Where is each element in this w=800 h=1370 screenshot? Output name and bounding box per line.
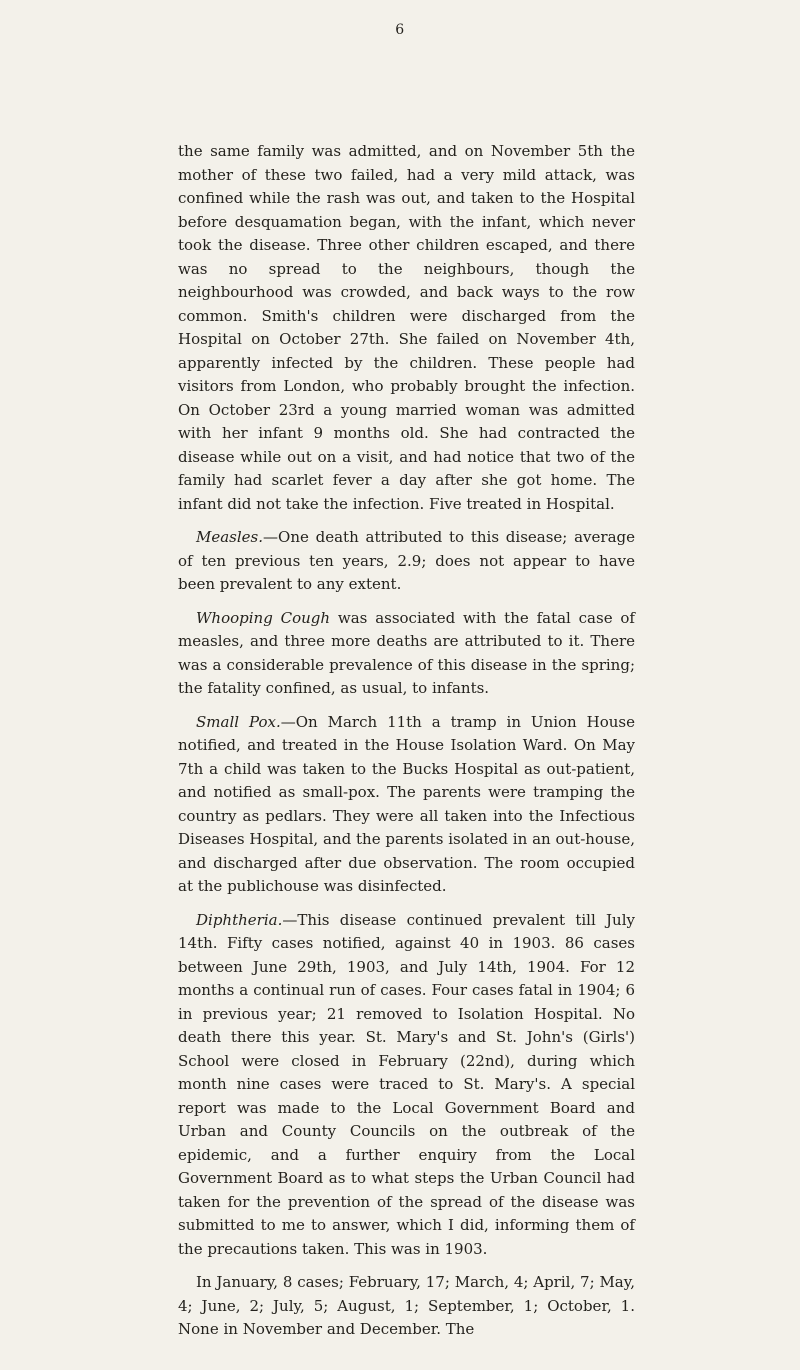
paragraph-scarlet-fever-continued bbox=[178, 140, 635, 516]
paragraph-text: —This disease continued prevalent till July 14th. Fifty cases notified, against 40 in 1903. 86 cases between June 29th, 1903, and July 14th, 1904. For 12 months a continual run of cases. Four cases fatal in 1904; 6 in previous year; 21 removed to Isolation Hospital. No death there this year. St. Mary's and St. John's (Girls') School were closed in February (22nd), during which month nine cases were traced to St. Mary's. A special report was made to the Local Government Board and Urban and County Councils on the outbreak of the epidemic, and a further enquiry from the Local Government Board as to what steps the Urban Council had taken for the prevention of the spread of the disease was submitted to me to answer, which I did, informing them of the precautions taken. This was in 1903. bbox=[178, 910, 635, 1258]
paragraph-text: —On March 11th a tramp in Union House notified, and treated in the House Isolation Ward. On May 7th a child was taken to the Bucks Hospital as out-patient, and notified as small-pox. The parents were tramping the country as pedlars. They were all taken into the Infectious Diseases Hospital, and the parents isolated in an out-house, and discharged after due observation. The room occupied at the publichouse was disinfected. bbox=[178, 712, 635, 895]
section-heading-diphtheria: Diphtheria. bbox=[196, 910, 283, 929]
section-heading-measles: Measles. bbox=[196, 528, 264, 546]
section-heading-whooping-cough: Whooping Cough bbox=[196, 608, 331, 627]
paragraph-text: In January, 8 cases; February, 17; March, 4; April, 7; May, 4; June, 2; July, 5; August, 1; September, 1; October, 1. None in November and December. The bbox=[178, 1273, 635, 1338]
paragraph-monthly-cases bbox=[178, 1271, 635, 1342]
paragraph-small-pox bbox=[178, 711, 635, 899]
body-text bbox=[178, 140, 635, 1352]
paragraph-whooping-cough bbox=[178, 607, 635, 701]
paragraph-diphtheria bbox=[178, 909, 635, 1262]
paragraph-text: —One death attributed to this disease; average of ten previous ten years, 2.9; does not appear to have been prevalent to any extent. bbox=[178, 528, 635, 593]
page-number: 6 bbox=[395, 22, 405, 38]
paragraph-text: the same family was admitted, and on November 5th the mother of these two failed, had a very mild attack, was confined while the rash was out, and taken to the Hospital before desquamation began, with the infant, which never took the disease. Three other children escaped, and there was no spread to the neighbours, though the neighbourhood was crowded, and back ways to the row common. Smith's children were discharged from the Hospital on October 27th. She failed on November 4th, apparently infected by the children. These people had visitors from London, who probably brought the infection. On October 23rd a young married woman was admitted with her infant 9 months old. She had contracted the disease while out on a visit, and had notice that two of the family had scarlet fever a day after she got home. The infant did not take the infection. Five treated in Hospital. bbox=[178, 142, 635, 513]
paragraph-text: was associated with the fatal case of measles, and three more deaths are attributed to it. There was a considerable prevalence of this disease in the spring; the fatality confined, as usual, to infants. bbox=[178, 608, 635, 697]
paragraph-measles bbox=[178, 526, 635, 597]
section-heading-small-pox: Small Pox. bbox=[196, 712, 281, 731]
